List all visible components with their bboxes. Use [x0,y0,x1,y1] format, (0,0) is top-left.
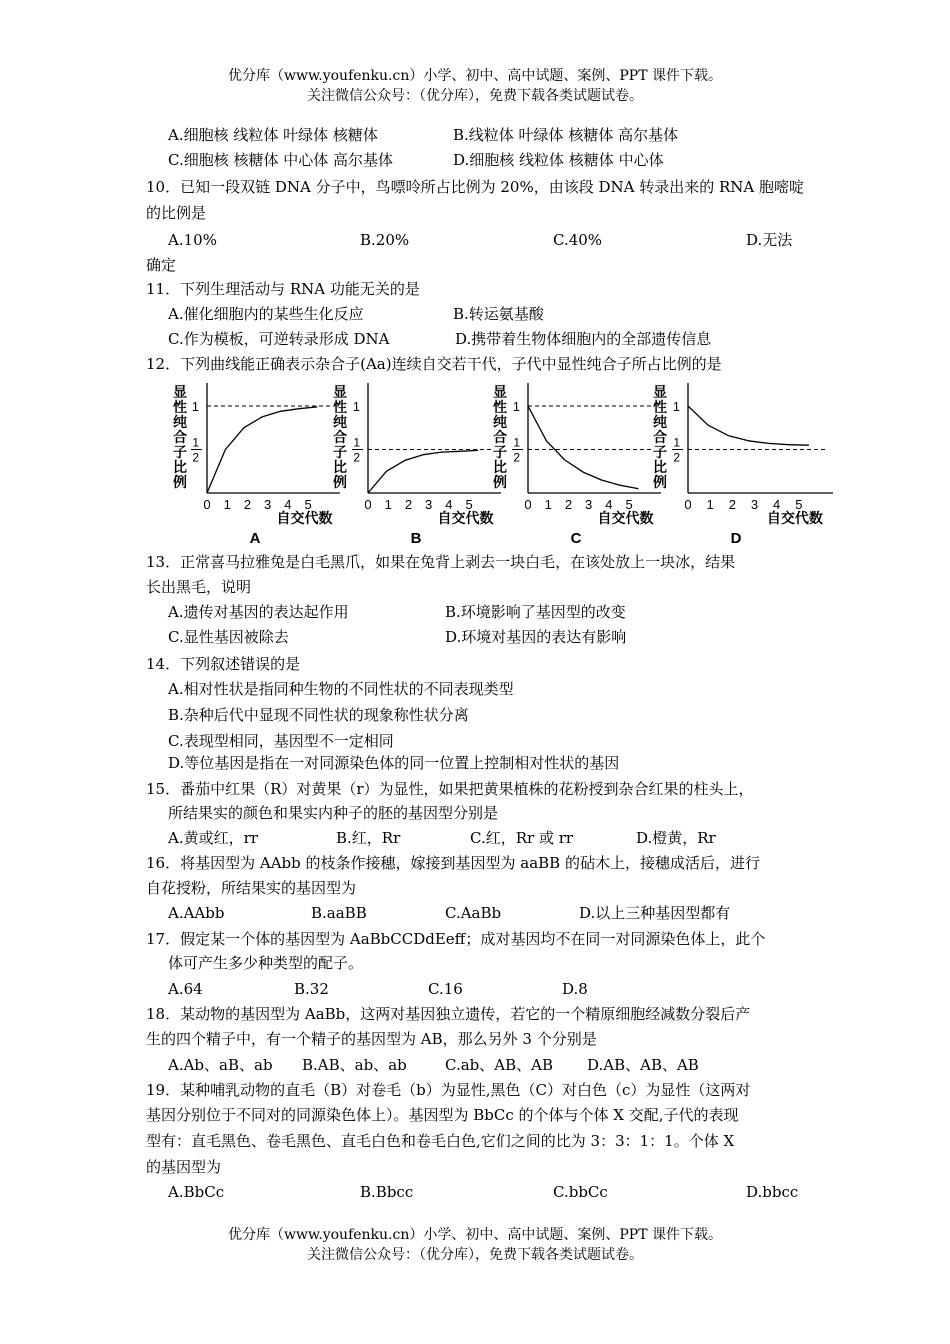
chart-d-curve [688,406,809,445]
q19-option-a: A.BbCc [168,1183,225,1201]
q16-option-d: D.以上三种基因型都有 [579,904,731,922]
q18-stem-line-1: 18．某动物的基因型为 AaBb，这两对基因独立遗传，若它的一个精原细胞经减数分裂后产 [146,1005,751,1023]
chart-b-ylabel-char: 合 [333,429,347,445]
q17-option-b: B.32 [294,980,329,998]
chart-c-panel-letter: C [570,530,582,547]
chart-c-ytick-half-den: 2 [513,450,520,465]
chart-c-xlabel: 自交代数 [597,510,654,526]
chart-d-xlabel: 自交代数 [766,510,823,526]
chart-c-ylabel-char: 合 [493,429,507,445]
chart-c-xtick: 0 [524,497,532,512]
chart-b-xtick: 1 [384,497,392,512]
chart-a-ytick-half-num: 1 [192,435,199,450]
q13-stem-line-1: 13．正常喜马拉雅兔是白毛黑爪，如果在兔背上剥去一块白毛，在该处放上一块冰，结果 [146,553,736,571]
chart-a-ylabel-char: 子 [173,444,187,460]
chart-a-xlabel: 自交代数 [276,510,333,526]
q9-option-b: B.线粒体 叶绿体 核糖体 高尔基体 [453,126,679,144]
chart-d-ylabel-char: 性 [653,399,667,415]
chart-d-ylabel-char: 比 [653,459,667,475]
header-line-1: 优分库（www.youfenku.cn）小学、初中、高中试题、案例、PPT 课件下载。 [227,68,722,84]
q11-option-b: B.转运氨基酸 [453,305,544,323]
chart-c-ylabel-char: 性 [493,399,507,415]
q18-option-c: C.ab、AB、AB [445,1056,553,1074]
q11-stem: 11．下列生理活动与 RNA 功能无关的是 [146,280,420,298]
chart-d-xtick: 2 [728,497,736,512]
q17-option-d: D.8 [562,980,588,998]
q16-option-a: A.AAbb [168,904,225,922]
chart-d-ylabel-char: 子 [653,444,667,460]
q19-option-c: C.bbCc [553,1183,608,1201]
q15-stem-line-2: 所结果实的颜色和果实内种子的胚的基因型分别是 [168,804,499,822]
q14-stem: 14．下列叙述错误的是 [146,655,301,673]
chart-d-panel-letter: D [730,530,742,547]
q10-option-a: A.10% [168,231,217,249]
q19-stem-line-3: 型有：直毛黑色、卷毛黑色、直毛白色和卷毛白色,它们之间的比为 3：3：1：1。个体 X [146,1132,735,1150]
q11-option-c: C.作为模板，可逆转录形成 DNA [168,330,390,348]
chart-a-xtick: 4 [284,497,292,512]
q9-option-d: D.细胞核 线粒体 核糖体 中心体 [453,151,664,169]
q10-option-c: C.40% [553,231,603,249]
q15-option-b: B.红，Rr [336,829,401,847]
chart-d-ylabel-char: 例 [653,474,667,490]
chart-d-xtick: 4 [773,497,781,512]
chart-b-ytick-1: 1 [352,399,360,415]
q15-option-a: A.黄或红，rr [168,829,258,847]
chart-b-ylabel-char: 比 [333,459,347,475]
chart-d-xtick: 3 [750,497,759,512]
chart-c-xtick: 2 [564,497,573,512]
q15-stem-line-1: 15．番茄中红果（R）对黄果（r）为显性，如果把黄果植株的花粉授到杂合红果的柱头上， [146,780,754,798]
q18-option-a: A.Ab、aB、ab [168,1056,273,1074]
chart-c-ylabel-char: 子 [493,444,507,460]
chart-b-xtick: 2 [404,497,413,512]
footer-line-2: 关注微信公众号：（优分库），免费下载各类试题试卷。 [307,1247,643,1263]
q14-option-a: A.相对性状是指同种生物的不同性状的不同表现类型 [168,680,514,698]
chart-b-xlabel: 自交代数 [437,510,494,526]
chart-a-ytick-half-den: 2 [192,450,199,465]
q11-option-a: A.催化细胞内的某些生化反应 [168,305,364,323]
chart-b-ylabel-char: 例 [333,474,347,490]
chart-b-ylabel-char: 显 [333,384,347,400]
q16-stem-line-2: 自花授粉，所结果实的基因型为 [146,879,357,897]
q13-option-d: D.环境对基因的表达有影响 [445,628,627,646]
chart-a-ylabel-char: 合 [173,429,187,445]
chart-c-ylabel-char: 例 [493,474,507,490]
q13-stem-line-2: 长出黑毛，说明 [146,578,252,596]
chart-a-ylabel-char: 显 [173,384,187,400]
chart-d-ylabel-char: 合 [653,429,667,445]
q18-option-b: B.AB、ab、ab [302,1056,407,1074]
q17-stem-line-1: 17．假定某一个体的基因型为 AaBbCCDdEeff；成对基因均不在同一对同源染色体上，此个 [146,930,766,948]
q16-stem-line-1: 16．将基因型为 AAbb 的枝条作接穗，嫁接到基因型为 aaBB 的砧木上，接穗成活后，进行 [146,854,760,872]
q17-option-a: A.64 [168,980,203,998]
chart-b-xtick: 5 [465,497,473,512]
chart-b-xtick: 3 [425,497,433,512]
chart-b-ytick-half-den: 2 [353,450,360,465]
q19-option-d: D.bbcc [746,1183,799,1201]
chart-b-xtick: 0 [364,497,372,512]
chart-a-ytick-1: 1 [191,399,199,415]
chart-c-ylabel-char: 纯 [493,414,507,430]
chart-c-xtick: 4 [605,497,613,512]
chart-c-ytick-half-num: 1 [513,435,520,450]
q9-option-c: C.细胞核 核糖体 中心体 高尔基体 [168,151,394,169]
footer-line-1: 优分库（www.youfenku.cn）小学、初中、高中试题、案例、PPT 课件下载。 [227,1227,722,1243]
chart-a-xtick: 2 [243,497,252,512]
chart-a-ylabel-char: 纯 [173,414,187,430]
chart-a-xtick: 5 [304,497,312,512]
q10-option-b: B.20% [360,231,410,249]
chart-a-xtick: 0 [203,497,211,512]
q10-option-d: D.无法 [746,231,793,249]
chart-c-ylabel-char: 显 [493,384,507,400]
q13-option-a: A.遗传对基因的表达起作用 [168,603,349,621]
chart-b-ylabel-char: 纯 [333,414,347,430]
chart-b-ylabel-char: 子 [333,444,347,460]
q14-option-d: D.等位基因是指在一对同源染色体的同一位置上控制相对性状的基因 [168,754,620,772]
chart-b-ylabel-char: 性 [333,399,347,415]
chart-d-xtick: 5 [795,497,803,512]
q17-option-c: C.16 [428,980,463,998]
q13-option-b: B.环境影响了基因型的改变 [445,603,626,621]
chart-a-curve [207,407,317,493]
q17-stem-line-2: 体可产生多少种类型的配子。 [168,954,364,972]
chart-a-panel-letter: A [249,530,261,547]
chart-d-ylabel-char: 显 [653,384,667,400]
chart-b-ytick-half-num: 1 [353,435,360,450]
q13-option-c: C.显性基因被除去 [168,628,289,646]
q14-option-b: B.杂种后代中显现不同性状的现象称性状分离 [168,706,469,724]
chart-c-ytick-1: 1 [512,399,520,415]
chart-d-ytick-half-num: 1 [673,435,680,450]
q18-option-d: D.AB、AB、AB [587,1056,699,1074]
chart-d-ylabel-char: 纯 [653,414,667,430]
q14-option-c: C.表现型相同，基因型不一定相同 [168,732,394,750]
q12-chart-figure [0,375,950,550]
q10-option-d-continuation: 确定 [146,256,177,274]
q15-option-c: C.红，Rr 或 rr [470,829,574,847]
q19-option-b: B.Bbcc [360,1183,414,1201]
chart-a-xtick: 3 [264,497,272,512]
q16-option-c: C.AaBb [445,904,502,922]
chart-c-ylabel-char: 比 [493,459,507,475]
chart-b-panel-letter: B [410,530,422,547]
q11-option-d: D.携带着生物体细胞内的全部遗传信息 [455,330,712,348]
q10-stem-line-2: 的比例是 [146,204,207,222]
chart-b-curve [368,450,478,493]
q15-option-d: D.橙黄，Rr [636,829,716,847]
chart-a-ylabel-char: 例 [173,474,187,490]
q16-option-b: B.aaBB [311,904,367,922]
q19-stem-line-4: 的基因型为 [146,1158,222,1176]
chart-d-ytick-half-den: 2 [673,450,680,465]
q12-stem: 12．下列曲线能正确表示杂合子(Aa)连续自交若干代，子代中显性纯合子所占比例的是 [146,355,722,373]
chart-c-xtick: 1 [544,497,552,512]
chart-c-xtick: 5 [625,497,633,512]
q9-option-a: A.细胞核 线粒体 叶绿体 核糖体 [168,126,378,144]
q19-stem-line-1: 19．某种哺乳动物的直毛（B）对卷毛（b）为显性,黑色（C）对白色（c）为显性（这两对 [146,1081,751,1099]
chart-c-xtick: 3 [585,497,593,512]
page-header [0,66,950,106]
q10-stem-line-1: 10．已知一段双链 DNA 分子中，鸟嘌呤所占比例为 20%，由该段 DNA 转录出来的 RNA 胞嘧啶 [146,178,805,196]
page-footer [0,1225,950,1265]
q19-stem-line-2: 基因分别位于不同对的同源染色体上）。基因型为 BbCc 的个体与个体 X 交配,子代的表现 [146,1106,739,1124]
chart-a-xtick: 1 [223,497,231,512]
chart-d-xtick: 1 [706,497,714,512]
chart-d-ytick-1: 1 [672,399,680,415]
chart-b-xtick: 4 [445,497,453,512]
chart-d-xtick: 0 [684,497,692,512]
q18-stem-line-2: 生的四个精子中，有一个精子的基因型为 AB，那么另外 3 个分别是 [146,1030,597,1048]
chart-c-curve [528,406,638,489]
header-line-2: 关注微信公众号：（优分库），免费下载各类试题试卷。 [307,88,643,104]
chart-a-ylabel-char: 性 [173,399,187,415]
chart-a-ylabel-char: 比 [173,459,187,475]
